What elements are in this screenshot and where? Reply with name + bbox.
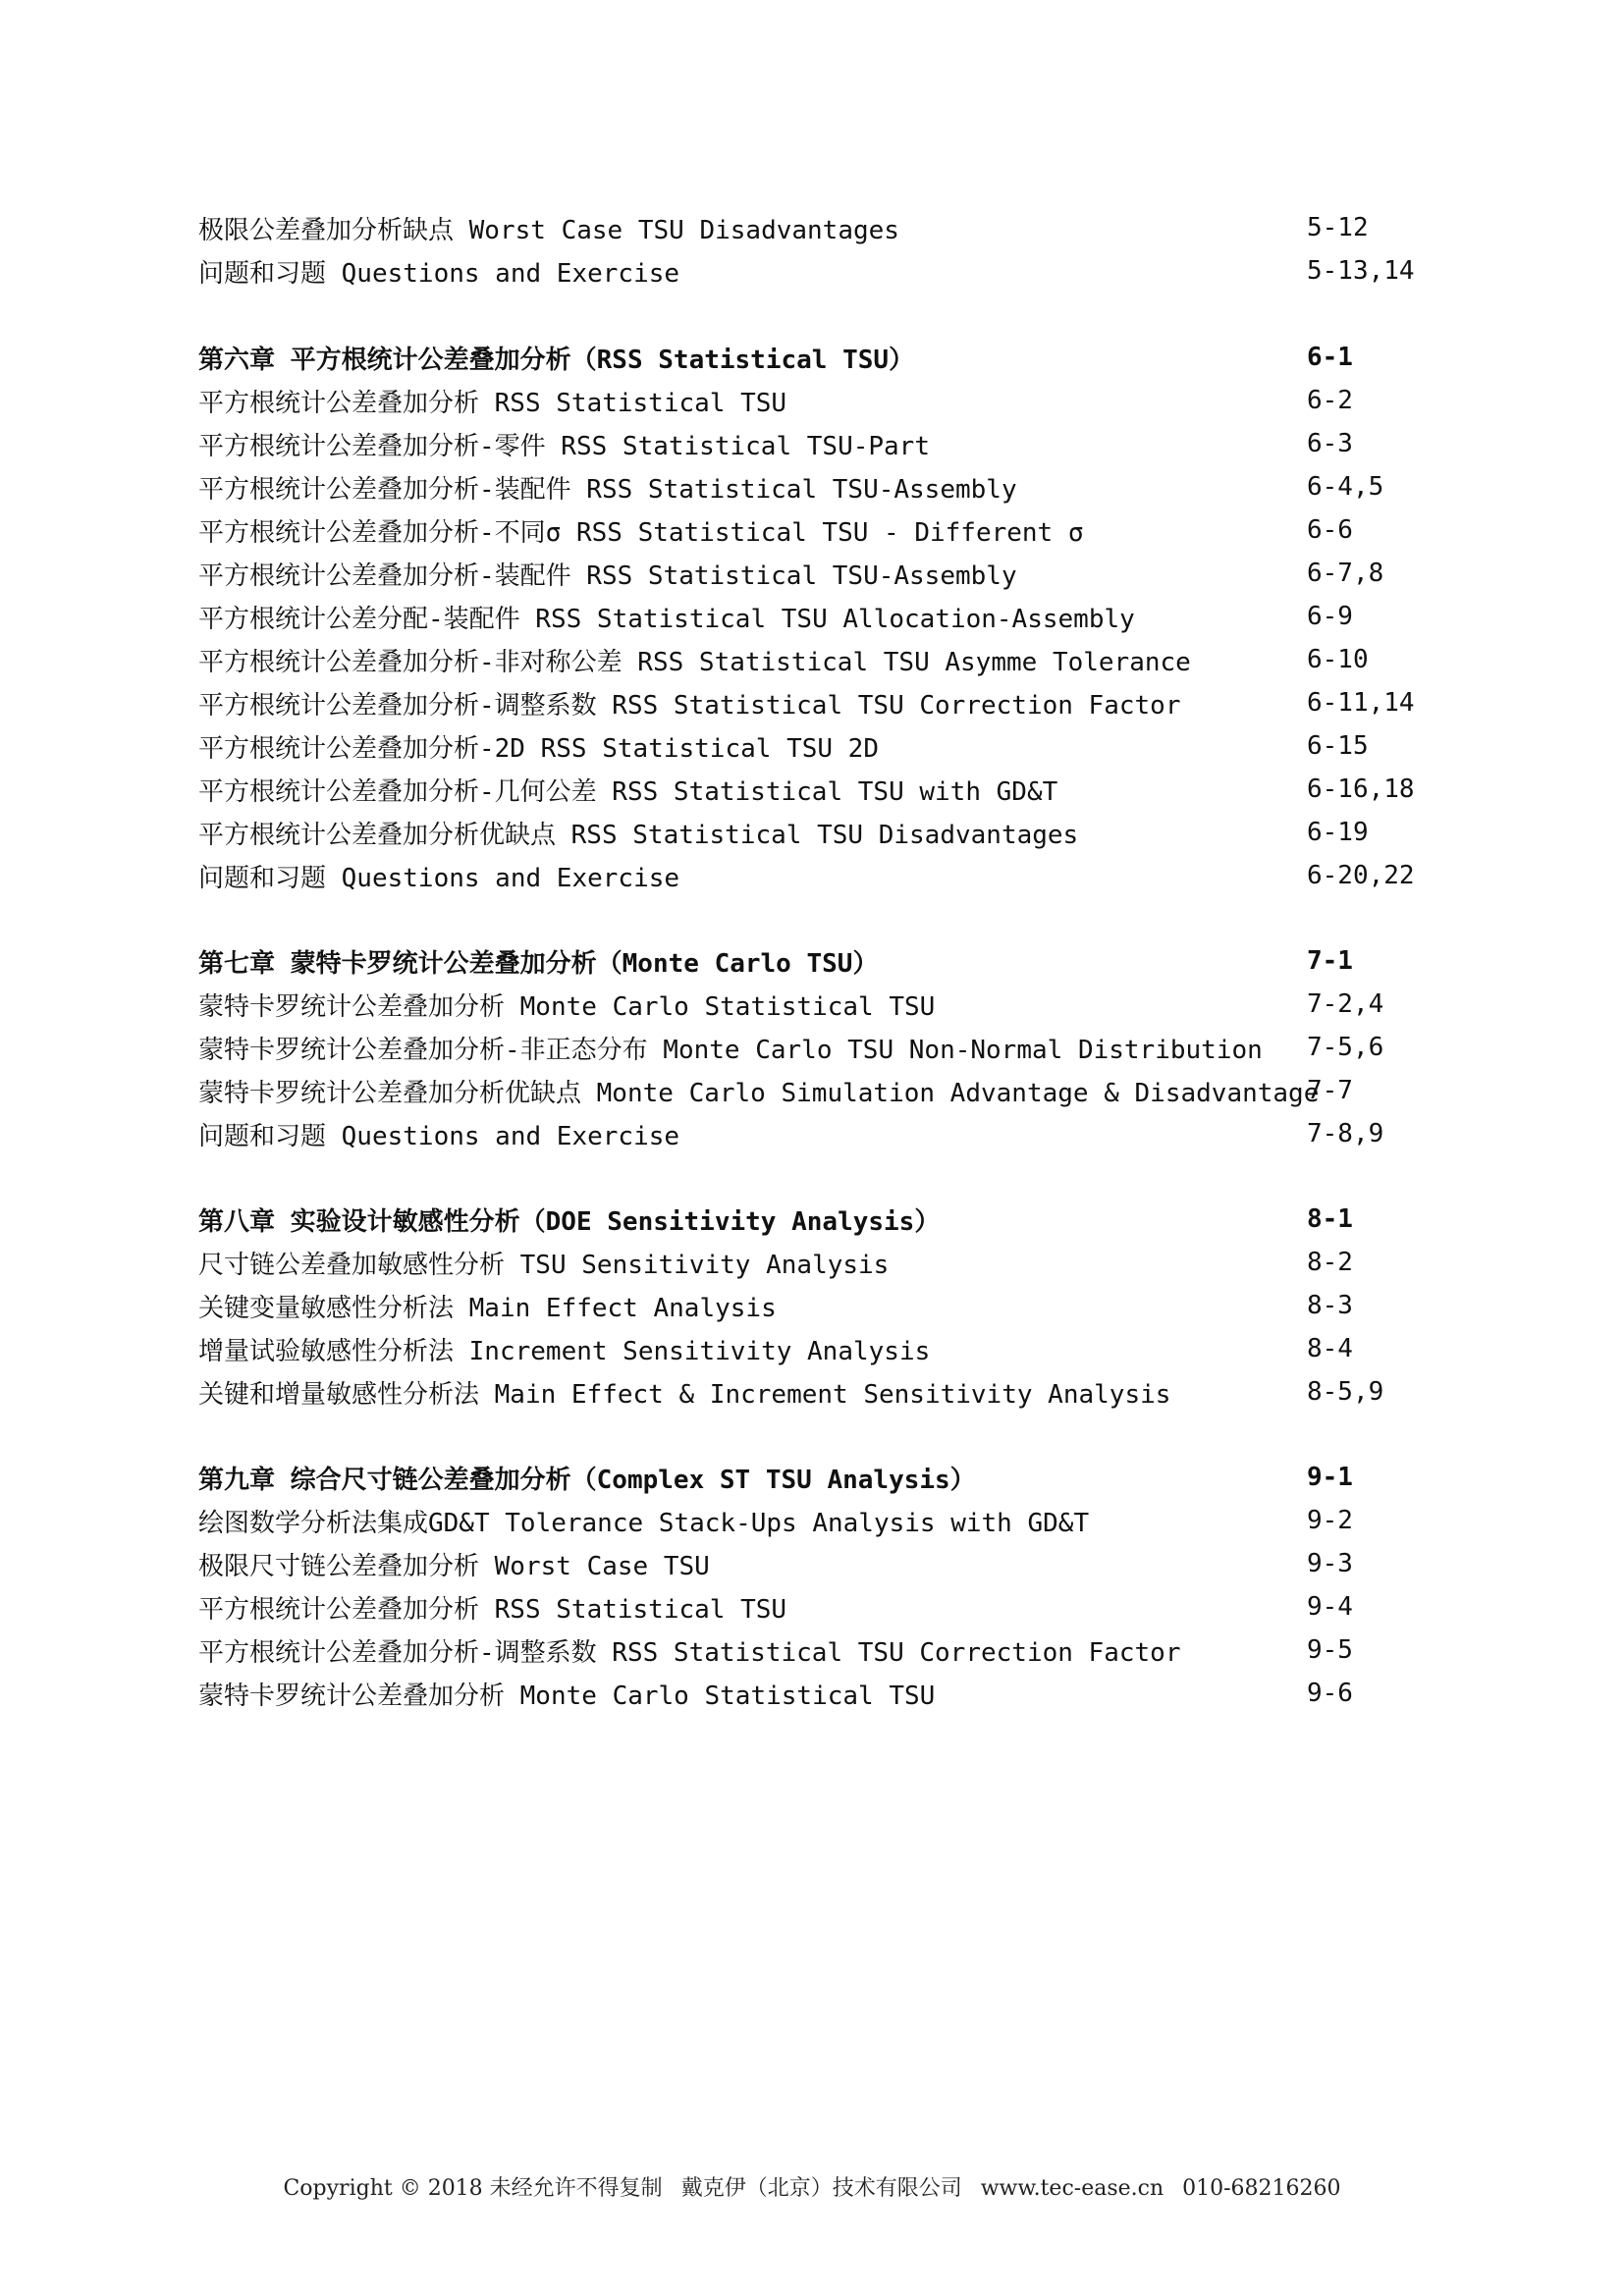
- toc-entry: [198, 465, 1426, 508]
- footer-company: 戴克伊（北京）技术有限公司: [680, 2176, 962, 2201]
- toc-entry: [198, 422, 1426, 465]
- toc-entry-page-number: 8-2: [1307, 1248, 1353, 1277]
- toc-entry-title: 关键变量敏感性分析法 Main Effect Analysis: [198, 1293, 777, 1323]
- toc-entry: [198, 1629, 1426, 1672]
- toc-entry: [198, 724, 1426, 768]
- toc-entry-page-number: 5-12: [1307, 213, 1369, 242]
- toc-entry: [198, 1672, 1426, 1715]
- footer-copyright: Copyright © 2018 未经允许不得复制: [283, 2176, 663, 2201]
- toc-entry-page-number: 5-13,14: [1307, 256, 1415, 286]
- toc-entry-title: 问题和习题 Questions and Exercise: [198, 258, 680, 289]
- toc-entry: [198, 595, 1426, 638]
- toc-entry-title: 平方根统计公差叠加分析-不同σ RSS Statistical TSU - Different σ: [198, 517, 1084, 548]
- toc-entry-page-number: 6-19: [1307, 818, 1369, 847]
- toc-chapter-heading: [198, 939, 1426, 983]
- toc-entry-page-number: 7-8,9: [1307, 1119, 1384, 1148]
- toc-entry-page-number: 6-6: [1307, 515, 1353, 545]
- toc-entry-page-number: 9-4: [1307, 1592, 1353, 1622]
- toc-entry: [198, 1026, 1426, 1069]
- toc-entry: [198, 206, 1426, 249]
- toc-entry-page-number: 7-7: [1307, 1076, 1353, 1105]
- toc-entry: [198, 1241, 1426, 1284]
- toc-entry: [198, 811, 1426, 854]
- toc-entry-page-number: 6-1: [1307, 343, 1353, 372]
- toc-entry: [198, 1499, 1426, 1542]
- toc-entry-title: 第九章 综合尺寸链公差叠加分析（Complex ST TSU Analysis）: [198, 1465, 976, 1495]
- toc-entry: [198, 1585, 1426, 1629]
- toc-entry-title: 第六章 平方根统计公差叠加分析（RSS Statistical TSU）: [198, 345, 915, 375]
- toc-entry-title: 平方根统计公差叠加分析-调整系数 RSS Statistical TSU Correction Factor: [198, 1637, 1181, 1668]
- toc-entry-page-number: 7-2,4: [1307, 989, 1384, 1019]
- toc-entry-page-number: 6-11,14: [1307, 688, 1415, 718]
- toc-entry: [198, 854, 1426, 897]
- toc-entry-page-number: 9-5: [1307, 1635, 1353, 1665]
- toc-entry-title: 蒙特卡罗统计公差叠加分析-非正态分布 Monte Carlo TSU Non-Normal Distribution: [198, 1035, 1263, 1065]
- toc-entry-title: 尺寸链公差叠加敏感性分析 TSU Sensitivity Analysis: [198, 1250, 890, 1280]
- toc-entry-title: 平方根统计公差叠加分析 RSS Statistical TSU: [198, 1594, 787, 1625]
- toc-entry: [198, 1284, 1426, 1327]
- toc-entry-page-number: 6-2: [1307, 386, 1353, 415]
- toc-entry: [198, 552, 1426, 595]
- toc-entry-title: 平方根统计公差叠加分析-非对称公差 RSS Statistical TSU Asymme Tolerance: [198, 647, 1191, 677]
- toc-entry-title: 增量试验敏感性分析法 Increment Sensitivity Analysis: [198, 1336, 931, 1366]
- toc-entry-page-number: 9-2: [1307, 1506, 1353, 1535]
- toc-entry-page-number: 6-20,22: [1307, 861, 1415, 890]
- toc-entry: [198, 638, 1426, 681]
- toc-entry-page-number: 6-4,5: [1307, 472, 1384, 502]
- toc-entry-title: 平方根统计公差叠加分析-调整系数 RSS Statistical TSU Correction Factor: [198, 690, 1181, 721]
- toc-entry-page-number: 9-1: [1307, 1463, 1353, 1492]
- toc-entry-title: 平方根统计公差叠加分析-装配件 RSS Statistical TSU-Assembly: [198, 474, 1017, 505]
- toc-entry: [198, 983, 1426, 1026]
- footer-website: www.tec-ease.cn: [980, 2176, 1164, 2201]
- toc-entry-page-number: 7-1: [1307, 946, 1353, 976]
- toc-entry-page-number: 9-3: [1307, 1549, 1353, 1578]
- toc-entry-title: 平方根统计公差叠加分析优缺点 RSS Statistical TSU Disadvantages: [198, 820, 1079, 850]
- toc-entry-title: 平方根统计公差叠加分析-零件 RSS Statistical TSU-Part: [198, 431, 930, 461]
- toc-entry-page-number: 6-16,18: [1307, 774, 1415, 804]
- toc-entry-page-number: 6-10: [1307, 645, 1369, 674]
- toc-entry-page-number: 8-1: [1307, 1204, 1353, 1234]
- toc-entry-title: 蒙特卡罗统计公差叠加分析优缺点 Monte Carlo Simulation Advantage & Disadvantage: [198, 1078, 1320, 1108]
- toc-entry: [198, 1069, 1426, 1112]
- toc-entry: [198, 768, 1426, 811]
- toc-entry-title: 绘图数学分析法集成GD&T Tolerance Stack-Ups Analysis with GD&T: [198, 1508, 1090, 1538]
- toc-entry-title: 平方根统计公差叠加分析 RSS Statistical TSU: [198, 388, 787, 418]
- toc-entry-page-number: 8-3: [1307, 1291, 1353, 1320]
- toc-entry-title: 平方根统计公差叠加分析-装配件 RSS Statistical TSU-Assembly: [198, 561, 1017, 591]
- toc-entry-page-number: 6-3: [1307, 429, 1353, 458]
- toc-entry-title: 蒙特卡罗统计公差叠加分析 Monte Carlo Statistical TSU: [198, 991, 936, 1022]
- toc-entry: [198, 379, 1426, 422]
- toc-entry-title: 第七章 蒙特卡罗统计公差叠加分析（Monte Carlo TSU）: [198, 948, 879, 979]
- toc-entry-page-number: 8-4: [1307, 1334, 1353, 1363]
- toc-entry-title: 极限尺寸链公差叠加分析 Worst Case TSU: [198, 1551, 710, 1581]
- toc-entry: [198, 1542, 1426, 1585]
- toc-entry: [198, 249, 1426, 293]
- toc-entry-page-number: 9-6: [1307, 1679, 1353, 1708]
- toc-entry: [198, 1370, 1426, 1414]
- toc-entry-page-number: 8-5,9: [1307, 1377, 1384, 1407]
- toc-entry: [198, 1112, 1426, 1155]
- footer-phone: 010-68216260: [1182, 2176, 1341, 2201]
- page-footer: [0, 2171, 1624, 2202]
- toc-entry-page-number: 7-5,6: [1307, 1033, 1384, 1062]
- toc-entry-title: 关键和增量敏感性分析法 Main Effect & Increment Sensitivity Analysis: [198, 1379, 1171, 1410]
- toc-entry-page-number: 6-9: [1307, 602, 1353, 631]
- toc-entry-title: 平方根统计公差叠加分析-几何公差 RSS Statistical TSU with GD&T: [198, 776, 1058, 807]
- toc-entry-title: 问题和习题 Questions and Exercise: [198, 1121, 680, 1151]
- toc-entry-title: 蒙特卡罗统计公差叠加分析 Monte Carlo Statistical TSU: [198, 1681, 936, 1711]
- toc-chapter-heading: [198, 1198, 1426, 1241]
- toc-entry: [198, 1327, 1426, 1370]
- toc-entry-page-number: 6-7,8: [1307, 559, 1384, 588]
- toc-entry-title: 问题和习题 Questions and Exercise: [198, 863, 680, 893]
- toc-entry-title: 极限公差叠加分析缺点 Worst Case TSU Disadvantages: [198, 215, 899, 245]
- toc-entry: [198, 681, 1426, 724]
- toc-chapter-heading: [198, 336, 1426, 379]
- toc-entry-title: 平方根统计公差分配-装配件 RSS Statistical TSU Allocation-Assembly: [198, 604, 1135, 634]
- toc-entry-title: 平方根统计公差叠加分析-2D RSS Statistical TSU 2D: [198, 733, 879, 764]
- toc-entry-title: 第八章 实验设计敏感性分析（DOE Sensitivity Analysis）: [198, 1206, 941, 1237]
- toc-entry-page-number: 6-15: [1307, 731, 1369, 761]
- toc-entry: [198, 508, 1426, 552]
- toc-chapter-heading: [198, 1456, 1426, 1499]
